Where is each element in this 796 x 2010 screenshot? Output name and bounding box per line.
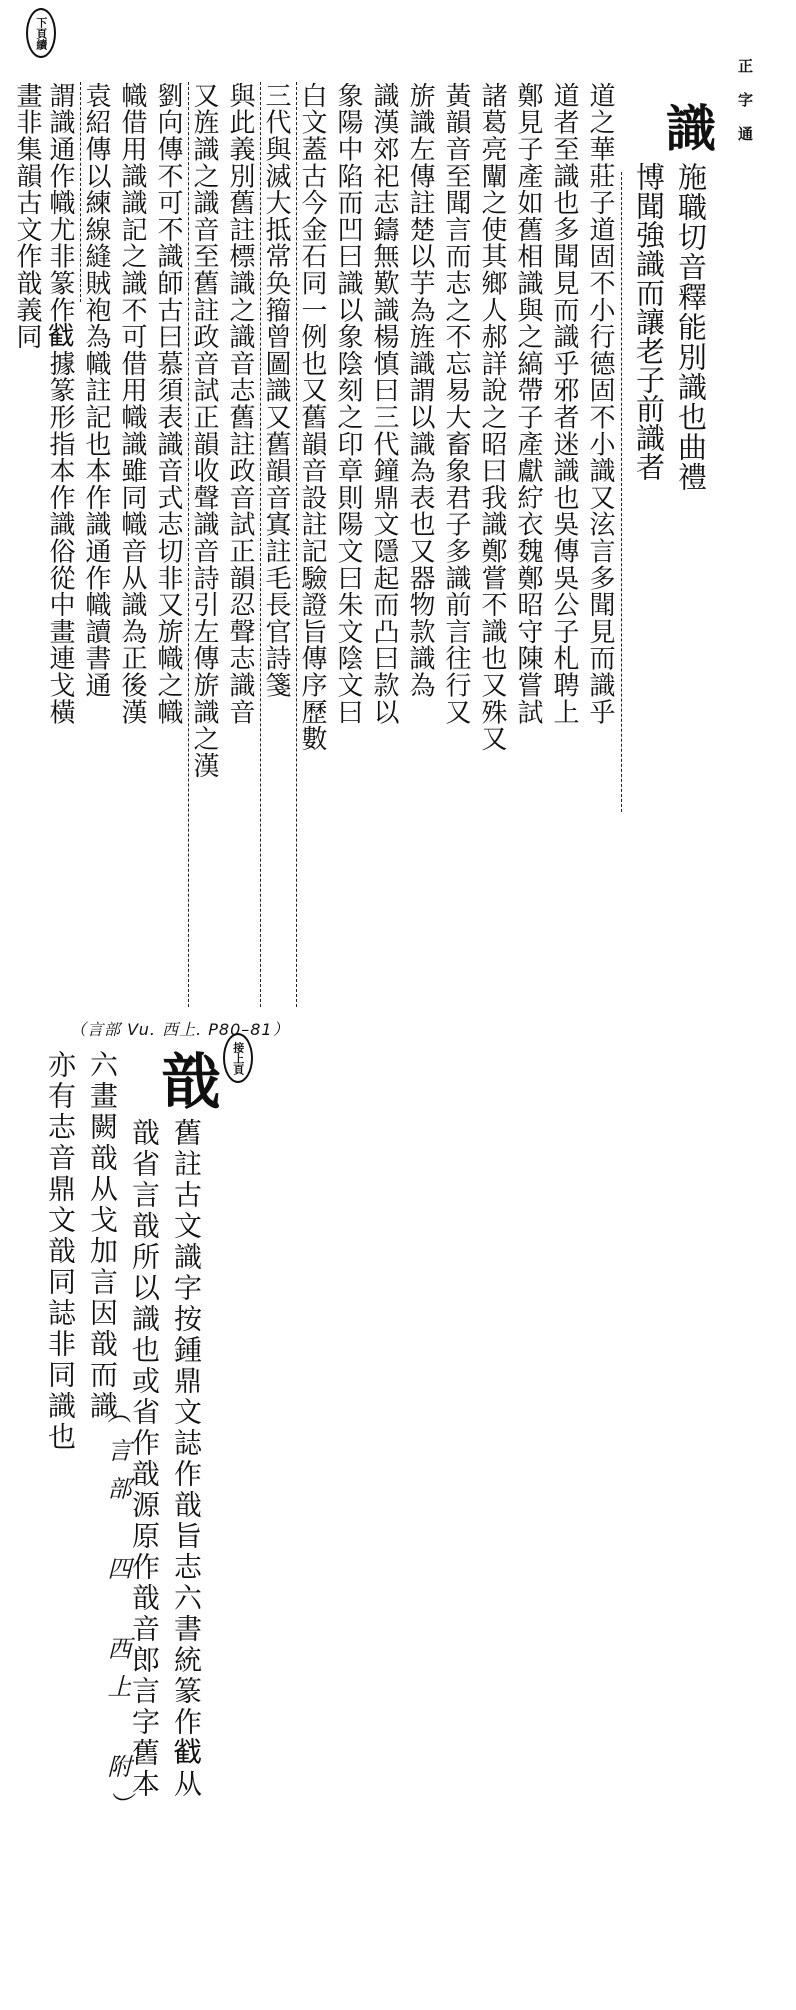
headword: 戠 [151,1050,221,1110]
entry-column: 袁紹傳以練線縫賊袍為幟註記也本作識通作幟讀書通 [81,82,111,699]
page-continue-tag: 下頁續 [26,8,56,58]
entry-column: 戠省言戠所以識也或省作戠源原作戠音郎言字舊本 [128,1118,161,1800]
entry-column: 施職切音釋能別識也曲禮 [674,162,708,492]
entry-column: 道者至識也多聞見而識乎邪者迷識也吳傳吳公子札聘上 [549,82,579,726]
column-rule [188,82,189,1007]
entry-column: 白文蓋古今金石同一例也又舊韻音設註記驗證旨傳序歷數 [297,82,327,752]
entry-column: 與此義別舊註標識之識音志舊註政音試正韻忍聲志識音 [225,82,255,726]
entry-column: 黃韻音至聞言而志之不忘易大畜象君子多識前言往行又 [441,82,471,726]
entry-column: 舊註古文識字按鍾鼎文誌作戠旨志六書統篆作𢧵从 [170,1118,203,1800]
column-rule [296,82,297,1007]
source-citation: （言部 四 西上 附） [103,1400,131,1830]
column-rule [260,82,261,1007]
entry-column: 旂識左傳註楚以芋為旌識謂以識為表也又器物款識為 [405,82,435,699]
entry-column: 謂識通作幟尤非篆作𢧵據篆形指本作識俗從中畫連戈橫 [45,82,75,726]
headword: 識 [658,102,717,152]
entry-column: 劉向傳不可不識師古曰慕須表識音式志切非又旂幟之幟 [153,82,183,726]
entry-column: 識漢郊祀志鑄無歎識楊慎曰三代鐘鼎文隱起而凸曰款以 [369,82,399,726]
column-rule [80,82,81,302]
entry-column: 畫非集韻古文作戠義同 [12,82,42,350]
entry-column: 六畫闕戠从戈加言因戠而識 [86,1050,119,1422]
dictionary-entry-shi [12,72,717,1014]
entry-column: 又旌識之識音至舊註政音試正韻收聲識音詩引左傳旂識之漢 [189,82,219,779]
entry-column: 亦有志音鼎文戠同誌非同識也 [44,1050,77,1453]
entry-column: 象陽中陷而凹曰識以象陰刻之印章則陽文曰朱文陰文曰 [333,82,363,726]
entry-column: 諸葛亮闡之使其鄉人郝詳說之昭曰我識鄭嘗不識也又殊又 [477,82,507,752]
entry-column: 道之華莊子道固不小行德固不小識又泫言多聞見而識乎 [585,82,615,726]
entry-column: 幟借用識識記之識不可借用幟識雖同幟音从識為正後漢 [117,82,147,726]
entry-column: 三代與滅大抵常奂籀曾圖識又舊韻音寘註毛長官詩箋 [261,82,291,699]
source-citation: （言部 Vu. 西上. P80–81） [70,1020,290,1039]
column-rule [621,172,622,812]
entry-column: 博聞強識而讓老子前識者 [632,162,666,481]
page-continued-from-tag: 接上頁 [223,1033,253,1083]
entry-column: 鄭見子產如舊相識與之縞帶子產獻紵衣魏鄭昭守陳嘗試 [513,82,543,726]
book-label: 正字通 [736,58,754,160]
